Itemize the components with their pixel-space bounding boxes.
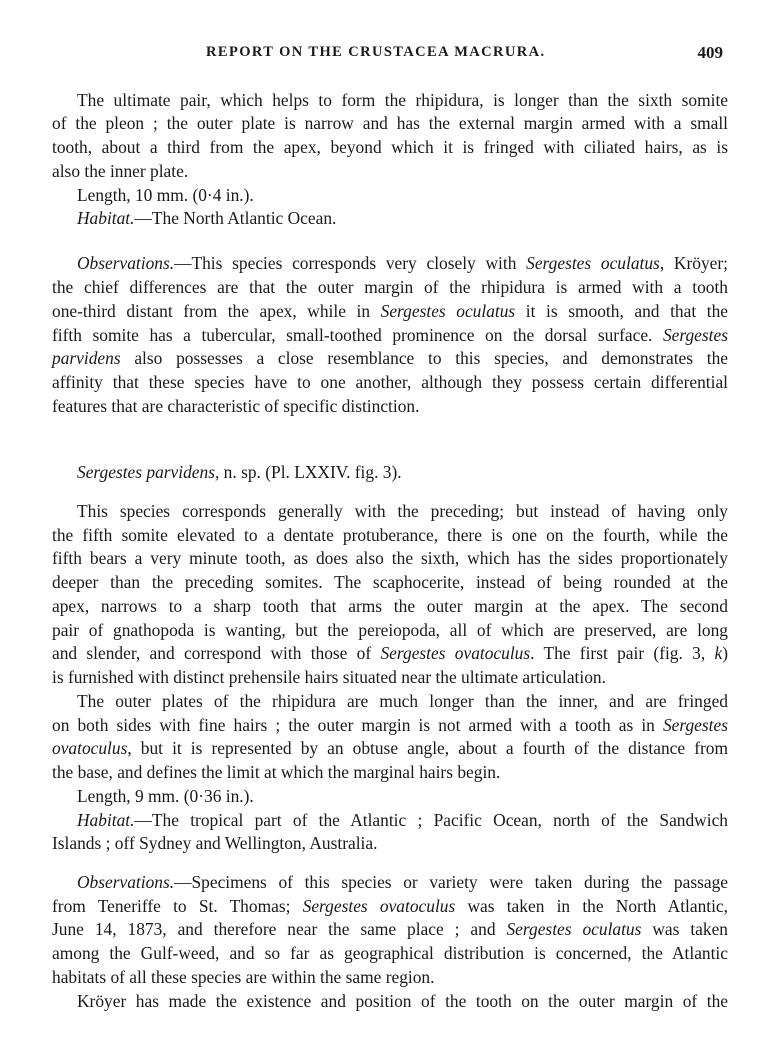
text-line: on both sides with fine hairs ; the outer margin is not armed with a tooth as in Sergestes xyxy=(52,715,728,735)
text-line: is furnished with distinct prehensile hairs situated near the ultimate articulation. xyxy=(52,667,606,687)
text-line: deeper than the preceding somites. The scaphocerite, instead of being rounded at the xyxy=(52,572,728,592)
text-line: fifth bears a very minute tooth, as does also the sixth, which has the sides proportionately xyxy=(52,548,728,568)
length-line: Length, 10 mm. (0·4 in.). xyxy=(77,185,254,205)
text-line: affinity that these species have to one another, although they possess certain differential xyxy=(52,372,728,392)
text-line: parvidens also possesses a close resemblance to this species, and demonstrates the xyxy=(52,348,728,368)
text-line: the chief differences are that the outer margin of the rhipidura is armed with a tooth xyxy=(52,277,728,297)
text-line: among the Gulf-weed, and so far as geographical distribution is concerned, the Atlantic xyxy=(52,943,728,963)
species-name: Sergestes xyxy=(662,325,728,345)
species-name: ovatoculus xyxy=(52,738,128,758)
species-name: Sergestes ovatoculus xyxy=(302,896,456,916)
text-line: and slender, and correspond with those of Sergestes ovatoculus. The first pair (fig. 3, k) xyxy=(52,643,728,663)
text-line: pair of gnathopoda is wanting, but the pereiopoda, all of which are preserved, are long xyxy=(52,620,728,640)
species-name: Sergestes oculatus xyxy=(526,253,660,273)
habitat-line: Habitat.—The North Atlantic Ocean. xyxy=(77,208,337,228)
habitat-label: Habitat. xyxy=(77,810,135,830)
species-name: Sergestes oculatus xyxy=(380,301,516,321)
text-line: ovatoculus, but it is represented by an obtuse angle, about a fourth of the distance from xyxy=(52,738,728,758)
text-line: also the inner plate. xyxy=(52,161,189,181)
text-line: The ultimate pair, which helps to form the rhipidura, is longer than the sixth somite xyxy=(77,90,728,110)
length-line: Length, 9 mm. (0·36 in.). xyxy=(77,786,254,806)
text-line: from Teneriffe to St. Thomas; Sergestes ovatoculus was taken in the North Atlantic, xyxy=(52,896,728,916)
text-line: of the pleon ; the outer plate is narrow and has the external margin armed with a small xyxy=(52,113,728,133)
text-line: Kröyer has made the existence and position of the tooth on the outer margin of the xyxy=(77,991,728,1011)
header-title: REPORT ON THE CRUSTACEA MACRURA. xyxy=(206,44,546,60)
text-line: Observations.—Specimens of this species or variety were taken during the passage xyxy=(77,872,728,892)
text-line: apex, narrows to a sharp tooth that arms the outer margin at the apex. The second xyxy=(52,596,728,616)
text-line: the fifth somite elevated to a dentate protuberance, there is one on the fourth, while the xyxy=(52,525,728,545)
text-line: tooth, about a third from the apex, beyond which it is fringed with ciliated hairs, as is xyxy=(52,137,728,157)
page-number: 409 xyxy=(697,43,723,62)
species-name: Sergestes parvidens xyxy=(77,462,215,482)
text-line: habitats of all these species are within the same region. xyxy=(52,967,435,987)
text-line: This species corresponds generally with the preceding; but instead of having only xyxy=(77,501,728,521)
text-line: Observations.—This species corresponds very closely with Sergestes oculatus, Kröyer; xyxy=(77,253,728,273)
text-line: fifth somite has a tubercular, small-toothed prominence on the dorsal surface. Sergestes xyxy=(52,325,728,345)
text-line: Islands ; off Sydney and Wellington, Australia. xyxy=(52,833,378,853)
species-heading: Sergestes parvidens, n. sp. (Pl. LXXIV. fig. 3). xyxy=(77,462,402,482)
text-line: The outer plates of the rhipidura are much longer than the inner, and are fringed xyxy=(77,691,728,711)
text-line: one-third distant from the apex, while in Sergestes oculatus it is smooth, and that the xyxy=(52,301,728,321)
text-line: features that are characteristic of specific distinction. xyxy=(52,396,420,416)
text-line: June 14, 1873, and therefore near the same place ; and Sergestes oculatus was taken xyxy=(52,919,728,939)
species-name: Sergestes ovatoculus xyxy=(380,643,531,663)
running-header xyxy=(0,44,776,68)
habitat-label: Habitat. xyxy=(77,208,135,228)
species-name: Sergestes xyxy=(662,715,728,735)
species-name: Sergestes oculatus xyxy=(506,919,642,939)
species-name: parvidens xyxy=(52,348,121,368)
habitat-line: Habitat.—The tropical part of the Atlantic ; Pacific Ocean, north of the Sandwich xyxy=(77,810,728,830)
text-line: the base, and defines the limit at which the marginal hairs begin. xyxy=(52,762,501,782)
